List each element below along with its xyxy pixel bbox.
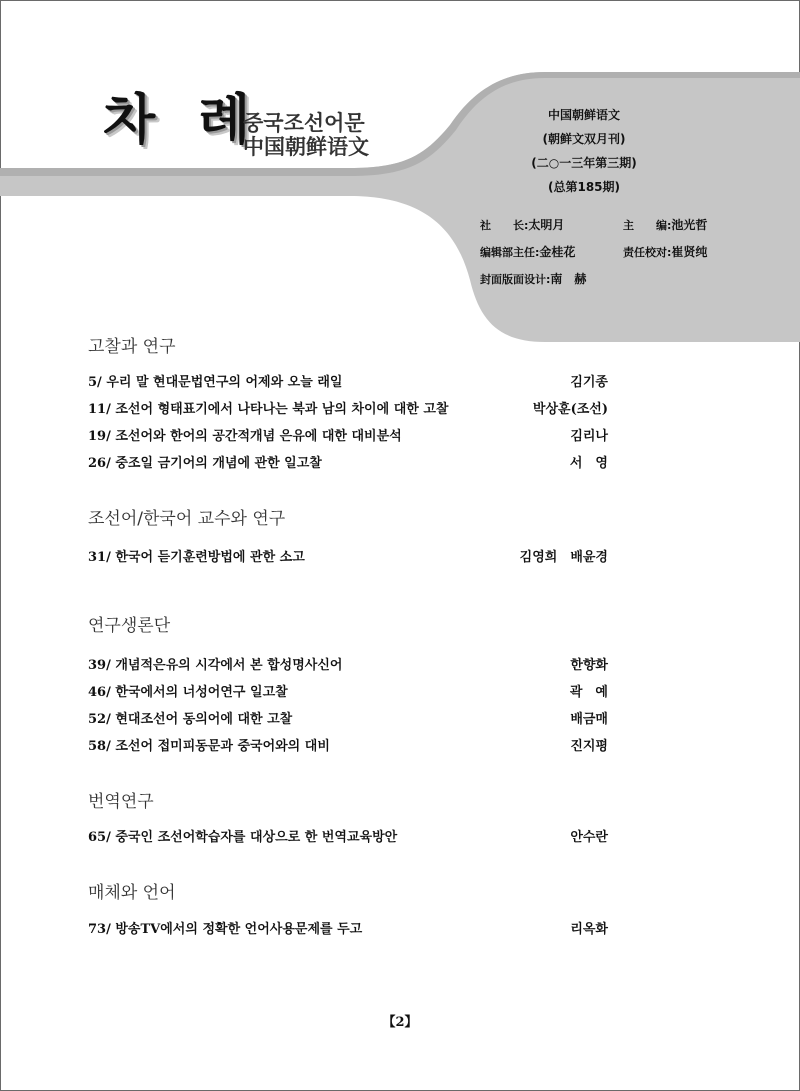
entry-title: 조선어 접미피동문과 중국어와의 대비 <box>115 739 330 754</box>
toc-entry[interactable] <box>88 710 608 730</box>
staff-proofreader <box>623 246 707 258</box>
toc-entry[interactable] <box>88 920 608 940</box>
page-title: 차 례 <box>103 87 263 151</box>
entry-page: 11/ <box>88 402 111 417</box>
toc-entry[interactable] <box>88 548 608 568</box>
staff-label: 主 编: <box>623 219 672 232</box>
entry-author: 곽 예 <box>569 685 608 700</box>
toc-entry[interactable] <box>88 683 608 703</box>
toc-entry[interactable] <box>88 400 608 420</box>
journal-name-korean: 중국조선어문 <box>243 111 365 135</box>
publication-total: (总第185期) <box>547 180 621 194</box>
entry-author: 김리나 <box>570 429 608 444</box>
toc-entry[interactable] <box>88 656 608 676</box>
journal-name-chinese: 中国朝鲜语文 <box>243 135 369 159</box>
page-number: 【2】 <box>382 1015 418 1030</box>
entry-author: 김기종 <box>570 375 608 390</box>
entry-title: 한국어 듣기훈련방법에 관한 소고 <box>115 550 305 565</box>
staff-cover-designer <box>480 273 586 285</box>
entry-page: 19/ <box>88 429 111 444</box>
staff-value: 太明月 <box>528 218 565 232</box>
staff-value: 南 赫 <box>550 272 587 286</box>
entry-title: 한국에서의 너성어연구 일고찰 <box>115 685 288 700</box>
entry-page: 39/ <box>88 658 111 673</box>
section-title: 매체와 언어 <box>88 883 176 903</box>
entry-title: 조선어 형태표기에서 나타나는 북과 남의 차이에 대한 고찰 <box>115 402 449 417</box>
entry-author: 박상훈(조선) <box>532 402 608 417</box>
entry-author: 한향화 <box>570 658 608 673</box>
staff-value: 金桂花 <box>539 245 576 259</box>
entry-page: 65/ <box>88 830 111 845</box>
entry-page: 58/ <box>88 739 111 754</box>
staff-editorial-director <box>480 246 575 258</box>
staff-value: 池光哲 <box>671 218 708 232</box>
entry-author: 진지평 <box>570 739 608 754</box>
entry-page: 26/ <box>88 456 111 471</box>
toc-entry[interactable] <box>88 454 608 474</box>
entry-title: 중국인 조선어학습자를 대상으로 한 번역교육방안 <box>115 830 398 845</box>
section-title: 조선어/한국어 교수와 연구 <box>88 509 286 529</box>
entry-page: 46/ <box>88 685 111 700</box>
toc-entry[interactable] <box>88 737 608 757</box>
toc-entry[interactable] <box>88 427 608 447</box>
entry-author: 리옥화 <box>570 922 608 937</box>
staff-president <box>480 219 564 231</box>
toc-entry[interactable] <box>88 373 608 393</box>
entry-page: 73/ <box>88 922 111 937</box>
section-title: 고찰과 연구 <box>88 337 176 357</box>
staff-label: 社 长: <box>480 219 529 232</box>
publication-issue: (二○一三年第三期) <box>531 156 637 170</box>
entry-author: 서 영 <box>569 456 608 471</box>
entry-author: 배금매 <box>570 712 608 727</box>
toc-entry[interactable] <box>88 828 608 848</box>
entry-title: 현대조선어 동의어에 대한 고찰 <box>115 712 293 727</box>
staff-label: 编辑部主任: <box>480 246 540 259</box>
header-band <box>0 0 800 360</box>
entry-title: 조선어와 한어의 공간적개념 은유에 대한 대비분석 <box>115 429 402 444</box>
entry-page: 52/ <box>88 712 111 727</box>
entry-page: 5/ <box>88 375 102 390</box>
entry-title: 중조일 금기어의 개념에 관한 일고찰 <box>115 456 322 471</box>
entry-author: 김영희 배윤경 <box>519 550 608 565</box>
entry-author: 안수란 <box>570 830 608 845</box>
entry-title: 우리 말 현대문법연구의 어제와 오늘 래일 <box>106 375 343 390</box>
staff-label: 责任校对: <box>623 246 672 259</box>
publication-type: (朝鲜文双月刊) <box>542 132 626 146</box>
staff-label: 封面版面设计: <box>480 273 551 286</box>
publication-name: 中国朝鲜语文 <box>547 108 620 122</box>
entry-title: 방송TV에서의 정확한 언어사용문제를 두고 <box>115 922 363 937</box>
staff-value: 崔贤纯 <box>671 245 708 259</box>
staff-chief-editor <box>623 219 707 231</box>
section-title: 번역연구 <box>88 792 154 812</box>
section-title: 연구생론단 <box>88 616 171 636</box>
entry-title: 개념적은유의 시각에서 본 합성명사신어 <box>115 658 343 673</box>
entry-page: 31/ <box>88 550 111 565</box>
